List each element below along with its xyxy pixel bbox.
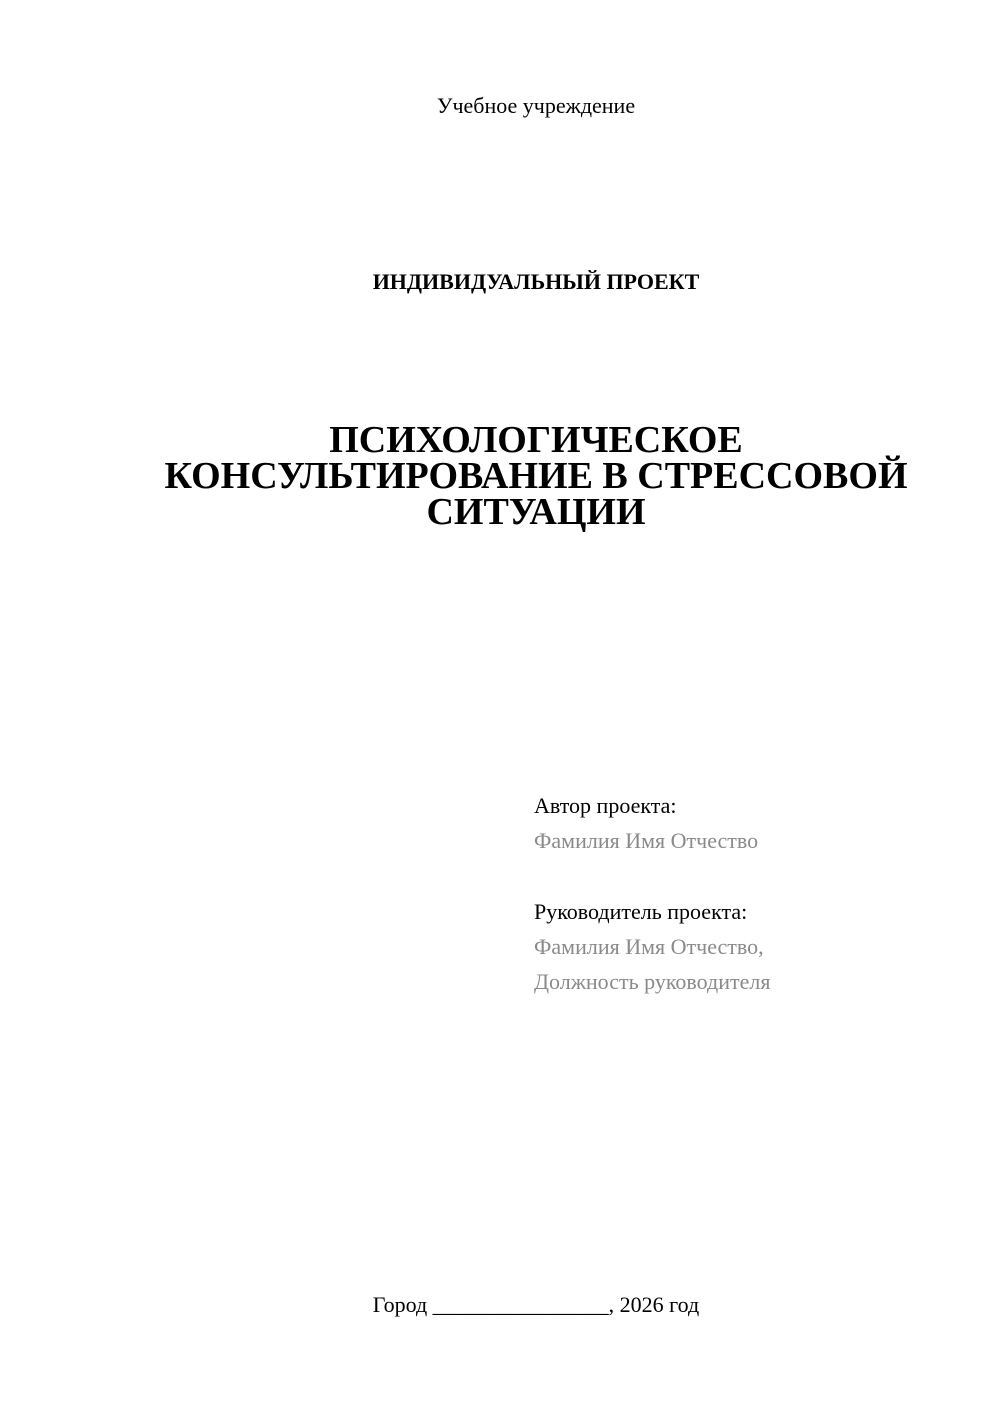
title-line: КОНСУЛЬТИРОВАНИЕ В СТРЕССОВОЙ bbox=[164, 455, 908, 497]
supervisor-position: Должность руководителя bbox=[534, 969, 771, 994]
city-year-line: Город ________________, 2026 год bbox=[372, 1292, 700, 1317]
credits-spacer bbox=[534, 858, 974, 894]
title-line: ПСИХОЛОГИЧЕСКОЕ bbox=[329, 419, 743, 461]
credits-block bbox=[534, 788, 974, 999]
supervisor-name: Фамилия Имя Отчество, bbox=[534, 934, 764, 959]
institution-name: Учебное учреждение bbox=[436, 93, 636, 118]
document-type: ИНДИВИДУАЛЬНЫЙ ПРОЕКТ bbox=[372, 269, 700, 294]
supervisor-label: Руководитель проекта: bbox=[534, 899, 748, 924]
author-name: Фамилия Имя Отчество bbox=[534, 828, 759, 853]
author-label: Автор проекта: bbox=[534, 793, 677, 818]
document-title bbox=[0, 419, 1000, 533]
title-line: СИТУАЦИИ bbox=[426, 491, 646, 533]
